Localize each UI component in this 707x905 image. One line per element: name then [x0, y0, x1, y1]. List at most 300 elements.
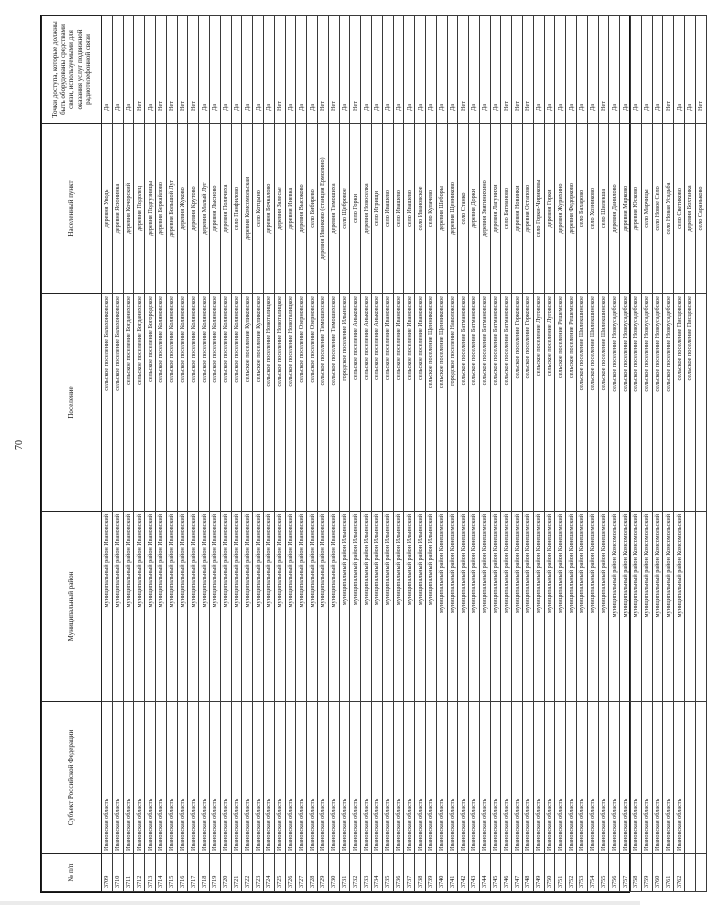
table-row — [685, 16, 696, 892]
table-row — [263, 16, 274, 892]
cell-num: 3740 — [436, 854, 447, 892]
table-row — [188, 16, 199, 892]
table-row — [652, 16, 663, 892]
cell-subject: Ивановская область — [663, 702, 674, 854]
cell-num: 3757 — [620, 854, 631, 892]
table-row — [285, 16, 296, 892]
cell-settlement: сельское поселение Новоусадебское — [641, 294, 652, 512]
cell-num: 3745 — [490, 854, 501, 892]
cell-subject: Ивановская область — [598, 702, 609, 854]
cell-num: 3742 — [458, 854, 469, 892]
cell-subject: Ивановская область — [274, 702, 285, 854]
cell-settlement: сельское поселение Шилекшинское — [577, 294, 588, 512]
cell-subject: Ивановская область — [328, 702, 339, 854]
table-row — [469, 16, 480, 892]
cell-num: 3756 — [609, 854, 620, 892]
cell-settlement: сельское поселение Батмановское — [501, 294, 512, 512]
cell-settlement: сельское поселение Новоусадебское — [609, 294, 620, 512]
cell-subject: Ивановская область — [361, 702, 372, 854]
table-row — [177, 16, 188, 892]
cell-subject: Ивановская область — [220, 702, 231, 854]
table-row — [371, 16, 382, 892]
cell-num: 3731 — [339, 854, 350, 892]
cell-subject: Ивановская область — [415, 702, 426, 854]
cell-locality: деревня Марково — [620, 124, 631, 294]
cell-locality: деревня Ясюнинка — [112, 124, 123, 294]
cell-access-point: Да — [577, 16, 588, 124]
cell-num: 3748 — [523, 854, 534, 892]
cell-settlement: сельское поселение Аньковское — [350, 294, 361, 512]
cell-settlement: сельское поселение Новоусадебское — [631, 294, 642, 512]
cell-num: 3733 — [361, 854, 372, 892]
cell-num — [695, 854, 706, 892]
cell-locality: деревня Федорково — [566, 124, 577, 294]
cell-locality: деревня Новинки — [512, 124, 523, 294]
cell-settlement: сельское поселение Коляновское — [177, 294, 188, 512]
cell-locality: деревня Дорки — [469, 124, 480, 294]
cell-locality: село Шилекша — [598, 124, 609, 294]
cell-access-point: Да — [382, 16, 393, 124]
table-row — [242, 16, 253, 892]
cell-subject: Ивановская область — [641, 702, 652, 854]
cell-settlement: сельское поселение Ивановское — [415, 294, 426, 512]
cell-access-point: Да — [112, 16, 123, 124]
cell-locality: село Бибирево — [307, 124, 318, 294]
cell-subject: Ивановская область — [652, 702, 663, 854]
cell-district: муниципальный район Ивановский — [231, 512, 242, 702]
cell-district: муниципальный район Ивановский — [145, 512, 156, 702]
cell-district: муниципальный район Кинешемский — [447, 512, 458, 702]
cell-subject: Ивановская область — [242, 702, 253, 854]
cell-district: муниципальный район Ивановский — [328, 512, 339, 702]
cell-district: муниципальный район Ивановский — [317, 512, 328, 702]
cell-num: 3762 — [674, 854, 685, 892]
cell-subject: Ивановская область — [263, 702, 274, 854]
table-row — [253, 16, 264, 892]
cell-subject: Ивановская область — [469, 702, 480, 854]
cell-num: 3715 — [166, 854, 177, 892]
cell-access-point: Да — [469, 16, 480, 124]
cell-subject: Ивановская область — [285, 702, 296, 854]
cell-num: 3732 — [350, 854, 361, 892]
cell-num: 3744 — [479, 854, 490, 892]
cell-access-point: Нет — [350, 16, 361, 124]
table-row — [382, 16, 393, 892]
cell-district: муниципальный район Комсомольский — [641, 512, 652, 702]
cell-access-point: Да — [415, 16, 426, 124]
cell-locality: село Панфилово — [231, 124, 242, 294]
table-row — [609, 16, 620, 892]
cell-subject: Ивановская область — [447, 702, 458, 854]
cell-num: 3718 — [199, 854, 210, 892]
cell-locality: деревня Бохтанка — [685, 124, 696, 294]
cell-district — [685, 512, 696, 702]
table-row — [533, 16, 544, 892]
cell-subject: Ивановская область — [371, 702, 382, 854]
cell-settlement: сельское поселение Писцовское — [674, 294, 685, 512]
table-row — [512, 16, 523, 892]
table-row — [145, 16, 156, 892]
cell-access-point: Нет — [166, 16, 177, 124]
cell-locality: деревня Новоселка — [361, 124, 372, 294]
cell-subject: Ивановская область — [458, 702, 469, 854]
cell-num: 3714 — [155, 854, 166, 892]
table-row — [631, 16, 642, 892]
cell-subject: Ивановская область — [523, 702, 534, 854]
cell-settlement — [695, 294, 706, 512]
table-row — [199, 16, 210, 892]
table-row — [166, 16, 177, 892]
cell-num: 3711 — [123, 854, 134, 892]
cell-locality: деревня Звягинихино — [479, 124, 490, 294]
cell-num: 3751 — [555, 854, 566, 892]
cell-settlement: сельское поселение Коляновское — [166, 294, 177, 512]
header-settlement: Поселение — [42, 294, 102, 512]
cell-subject: Ивановская область — [145, 702, 156, 854]
table-row — [544, 16, 555, 892]
table-row — [598, 16, 609, 892]
table-row — [641, 16, 652, 892]
cell-district: муниципальный район Ивановский — [155, 512, 166, 702]
cell-settlement: сельское поселение Балахонковское — [102, 294, 113, 512]
cell-district: муниципальный район Ильинский — [382, 512, 393, 702]
cell-access-point: Да — [102, 16, 113, 124]
table-row — [674, 16, 685, 892]
header-district: Муниципальный район — [42, 512, 102, 702]
cell-locality: село Горки-Чириковы — [533, 124, 544, 294]
cell-settlement: сельское поселение Куликовское — [253, 294, 264, 512]
cell-num: 3734 — [371, 854, 382, 892]
cell-locality: село Бахарово — [577, 124, 588, 294]
cell-access-point: Да — [652, 16, 663, 124]
cell-settlement: сельское поселение Коляновское — [231, 294, 242, 512]
table-row — [663, 16, 674, 892]
cell-subject: Ивановская область — [166, 702, 177, 854]
cell-access-point: Да — [641, 16, 652, 124]
cell-settlement: сельское поселение Ивановское — [382, 294, 393, 512]
table-row — [274, 16, 285, 892]
cell-access-point: Да — [242, 16, 253, 124]
cell-settlement: сельское поселение Коляновское — [220, 294, 231, 512]
cell-subject: Ивановская область — [307, 702, 318, 854]
cell-locality: село Ивашево — [404, 124, 415, 294]
cell-num: 3721 — [231, 854, 242, 892]
cell-district — [695, 512, 706, 702]
cell-settlement: сельское поселение Коляновское — [188, 294, 199, 512]
cell-settlement: сельское поселение Щенниковское — [425, 294, 436, 512]
cell-locality: село Ивановское — [415, 124, 426, 294]
cell-access-point: Да — [263, 16, 274, 124]
cell-locality: деревня Данилово — [609, 124, 620, 294]
cell-subject: Ивановская область — [544, 702, 555, 854]
cell-access-point: Да — [361, 16, 372, 124]
cell-num: 3722 — [242, 854, 253, 892]
cell-district: муниципальный район Ильинский — [339, 512, 350, 702]
cell-num: 3712 — [134, 854, 145, 892]
table-row — [209, 16, 220, 892]
cell-district: муниципальный район Ивановский — [188, 512, 199, 702]
table-row — [566, 16, 577, 892]
cell-locality: деревня Комсомольская — [242, 124, 253, 294]
cell-district: муниципальный район Ильинский — [425, 512, 436, 702]
cell-access-point: Да — [339, 16, 350, 124]
cell-access-point: Да — [425, 16, 436, 124]
cell-subject: Ивановская область — [436, 702, 447, 854]
cell-district: муниципальный район Кинешемский — [598, 512, 609, 702]
cell-access-point: Нет — [523, 16, 534, 124]
cell-settlement: сельское поселение Аньковское — [371, 294, 382, 512]
cell-subject: Ивановская область — [317, 702, 328, 854]
cell-access-point: Да — [447, 16, 458, 124]
header-locality: Населенный пункт — [42, 124, 102, 294]
cell-subject: Ивановская область — [577, 702, 588, 854]
cell-num: 3741 — [447, 854, 458, 892]
cell-district: муниципальный район Ильинский — [415, 512, 426, 702]
cell-access-point: Да — [490, 16, 501, 124]
cell-district: муниципальный район Ильинский — [393, 512, 404, 702]
cell-locality: деревня Иневка — [285, 124, 296, 294]
cell-locality: село Сараньково — [695, 124, 706, 294]
cell-district: муниципальный район Кинешемский — [469, 512, 480, 702]
cell-settlement: сельское поселение Новоталицкое — [285, 294, 296, 512]
cell-num: 3726 — [285, 854, 296, 892]
table-row — [523, 16, 534, 892]
cell-subject: Ивановская область — [674, 702, 685, 854]
cell-settlement: сельское поселение Озерновское — [296, 294, 307, 512]
cell-locality: село Ивашево — [393, 124, 404, 294]
cell-num: 3750 — [544, 854, 555, 892]
cell-settlement: сельское поселение Шилекшинское — [598, 294, 609, 512]
cell-locality: село Новое Село — [652, 124, 663, 294]
cell-settlement: сельское поселение Озерновское — [307, 294, 318, 512]
cell-subject: Ивановская область — [382, 702, 393, 854]
cell-locality: деревня Шеборы — [436, 124, 447, 294]
cell-settlement: сельское поселение Богданихское — [123, 294, 134, 512]
cell-district: муниципальный район Комсомольский — [631, 512, 642, 702]
cell-subject: Ивановская область — [555, 702, 566, 854]
cell-subject — [685, 702, 696, 854]
table-row — [361, 16, 372, 892]
table-row — [328, 16, 339, 892]
cell-district: муниципальный район Ильинский — [404, 512, 415, 702]
cell-num: 3755 — [598, 854, 609, 892]
cell-subject: Ивановская область — [177, 702, 188, 854]
cell-district: муниципальный район Ивановский — [274, 512, 285, 702]
cell-subject: Ивановская область — [620, 702, 631, 854]
cell-num: 3752 — [566, 854, 577, 892]
table-row — [155, 16, 166, 892]
cell-subject: Ивановская область — [199, 702, 210, 854]
cell-district: муниципальный район Кинешемский — [555, 512, 566, 702]
cell-district: муниципальный район Ильинский — [371, 512, 382, 702]
cell-subject: Ивановская область — [134, 702, 145, 854]
cell-district: муниципальный район Ивановский — [220, 512, 231, 702]
cell-access-point: Да — [199, 16, 210, 124]
table-row — [695, 16, 706, 892]
cell-district: муниципальный район Ильинский — [350, 512, 361, 702]
cell-locality: деревня Журихино — [555, 124, 566, 294]
cell-num: 3720 — [220, 854, 231, 892]
cell-settlement: сельское поселение Горковское — [523, 294, 534, 512]
table-row — [134, 16, 145, 892]
table-row — [307, 16, 318, 892]
table-row — [479, 16, 490, 892]
cell-locality: деревня Уводь — [102, 124, 113, 294]
cell-district: муниципальный район Ивановский — [199, 512, 210, 702]
cell-settlement: сельское поселение Решемское — [566, 294, 577, 512]
cell-subject: Ивановская область — [533, 702, 544, 854]
table-row — [404, 16, 415, 892]
cell-district: муниципальный район Ивановский — [177, 512, 188, 702]
cell-settlement: сельское поселение Батмановское — [458, 294, 469, 512]
cell-access-point: Нет — [512, 16, 523, 124]
table-row — [350, 16, 361, 892]
cell-district: муниципальный район Комсомольский — [674, 512, 685, 702]
table-row — [231, 16, 242, 892]
cell-num: 3746 — [501, 854, 512, 892]
cell-num: 3727 — [296, 854, 307, 892]
cell-num: 3729 — [317, 854, 328, 892]
cell-access-point: Да — [145, 16, 156, 124]
cell-district: муниципальный район Кинешемский — [523, 512, 534, 702]
cell-settlement: сельское поселение Горковское — [512, 294, 523, 512]
cell-subject: Ивановская область — [425, 702, 436, 854]
table-row — [447, 16, 458, 892]
table-row — [587, 16, 598, 892]
cell-settlement: сельское поселение Ивановское — [393, 294, 404, 512]
cell-settlement: городское поселение Ильинское — [339, 294, 350, 512]
cell-num: 3725 — [274, 854, 285, 892]
cell-num: 3710 — [112, 854, 123, 892]
cell-subject: Ивановская область — [253, 702, 264, 854]
cell-subject: Ивановская область — [102, 702, 113, 854]
cell-num: 3724 — [263, 854, 274, 892]
cell-district: муниципальный район Ивановский — [166, 512, 177, 702]
cell-district: муниципальный район Ивановский — [112, 512, 123, 702]
cell-num: 3738 — [415, 854, 426, 892]
cell-district: муниципальный район Ивановский — [307, 512, 318, 702]
settlements-table — [41, 15, 707, 892]
cell-settlement: сельское поселение Коляновское — [209, 294, 220, 512]
cell-settlement: сельское поселение Батмановское — [469, 294, 480, 512]
cell-num: 3747 — [512, 854, 523, 892]
cell-access-point: Да — [209, 16, 220, 124]
cell-settlement: сельское поселение Батмановское — [490, 294, 501, 512]
cell-subject: Ивановская область — [123, 702, 134, 854]
cell-access-point: Нет — [458, 16, 469, 124]
cell-subject: Ивановская область — [631, 702, 642, 854]
cell-settlement: сельское поселение Богданихское — [134, 294, 145, 512]
cell-settlement: сельское поселение Решемское — [555, 294, 566, 512]
cell-district: муниципальный район Комсомольский — [620, 512, 631, 702]
cell-subject: Ивановская область — [404, 702, 415, 854]
cell-locality: село Хозниково — [587, 124, 598, 294]
cell-settlement: сельское поселение Тимошихское — [328, 294, 339, 512]
cell-settlement: сельское поселение Щенниковское — [436, 294, 447, 512]
table-row — [393, 16, 404, 892]
cell-district: муниципальный район Кинешемский — [533, 512, 544, 702]
cell-settlement: сельское поселение Куликовское — [242, 294, 253, 512]
cell-locality: деревня Юсково — [631, 124, 642, 294]
cell-settlement: сельское поселение Аньковское — [361, 294, 372, 512]
cell-settlement: сельское поселение Ивановское — [404, 294, 415, 512]
cell-subject: Ивановская область — [479, 702, 490, 854]
cell-settlement: сельское поселение Новоталицкое — [274, 294, 285, 512]
cell-district: муниципальный район Ивановский — [242, 512, 253, 702]
cell-district: муниципальный район Кинешемский — [479, 512, 490, 702]
cell-locality: деревня Полячиха — [220, 124, 231, 294]
cell-subject: Ивановская область — [512, 702, 523, 854]
header-num: № п/п — [42, 854, 102, 892]
cell-district: муниципальный район Кинешемский — [566, 512, 577, 702]
table-row — [415, 16, 426, 892]
cell-access-point: Нет — [134, 16, 145, 124]
cell-settlement: сельское поселение Луговское — [533, 294, 544, 512]
cell-access-point: Да — [544, 16, 555, 124]
cell-locality: деревня Щенниково — [447, 124, 458, 294]
cell-district: муниципальный район Ивановский — [123, 512, 134, 702]
cell-locality: село Марчицы — [641, 124, 652, 294]
cell-locality: село Станко — [458, 124, 469, 294]
cell-access-point: Да — [253, 16, 264, 124]
cell-access-point: Да — [674, 16, 685, 124]
cell-subject: Ивановская область — [587, 702, 598, 854]
cell-locality: деревня Кочорский — [123, 124, 134, 294]
cell-settlement: сельское поселение Коляновское — [155, 294, 166, 512]
table-row — [123, 16, 134, 892]
cell-locality: деревня Лысново — [209, 124, 220, 294]
cell-locality: село Ивашево — [382, 124, 393, 294]
header-subject: Субъект Российской Федерации — [42, 702, 102, 854]
cell-district: муниципальный район Кинешемский — [501, 512, 512, 702]
cell-subject: Ивановская область — [501, 702, 512, 854]
cell-num: 3760 — [652, 854, 663, 892]
cell-num: 3713 — [145, 854, 156, 892]
table-row — [220, 16, 231, 892]
cell-locality: село Новая Усадьба — [663, 124, 674, 294]
cell-locality: деревня Малый Луг — [199, 124, 210, 294]
cell-num: 3709 — [102, 854, 113, 892]
table-header-row — [42, 16, 102, 892]
cell-subject — [695, 702, 706, 854]
cell-district: муниципальный район Комсомольский — [663, 512, 674, 702]
cell-access-point: Да — [620, 16, 631, 124]
table-row — [339, 16, 350, 892]
cell-district: муниципальный район Кинешемский — [490, 512, 501, 702]
cell-district: муниципальный район Ильинский — [361, 512, 372, 702]
cell-access-point: Да — [555, 16, 566, 124]
cell-num: 3719 — [209, 854, 220, 892]
cell-settlement: сельское поселение Шилекшинское — [587, 294, 598, 512]
cell-settlement: сельское поселение Новоталицкое — [263, 294, 274, 512]
cell-district: муниципальный район Кинешемский — [436, 512, 447, 702]
cell-settlement: сельское поселение Тимошихское — [317, 294, 328, 512]
cell-access-point: Нет — [155, 16, 166, 124]
cell-locality: село Кулачево — [425, 124, 436, 294]
table-row — [458, 16, 469, 892]
cell-locality: село Батманово — [501, 124, 512, 294]
cell-access-point: Нет — [501, 16, 512, 124]
cell-access-point: Да — [587, 16, 598, 124]
cell-district: муниципальный район Ивановский — [285, 512, 296, 702]
cell-settlement: сельское поселение Писцовское — [685, 294, 696, 512]
cell-district: муниципальный район Ивановский — [253, 512, 264, 702]
cell-num: 3717 — [188, 854, 199, 892]
cell-subject: Ивановская область — [296, 702, 307, 854]
cell-district: муниципальный район Кинешемский — [587, 512, 598, 702]
cell-locality: деревня Бочкалово — [263, 124, 274, 294]
cell-num: 3758 — [631, 854, 642, 892]
